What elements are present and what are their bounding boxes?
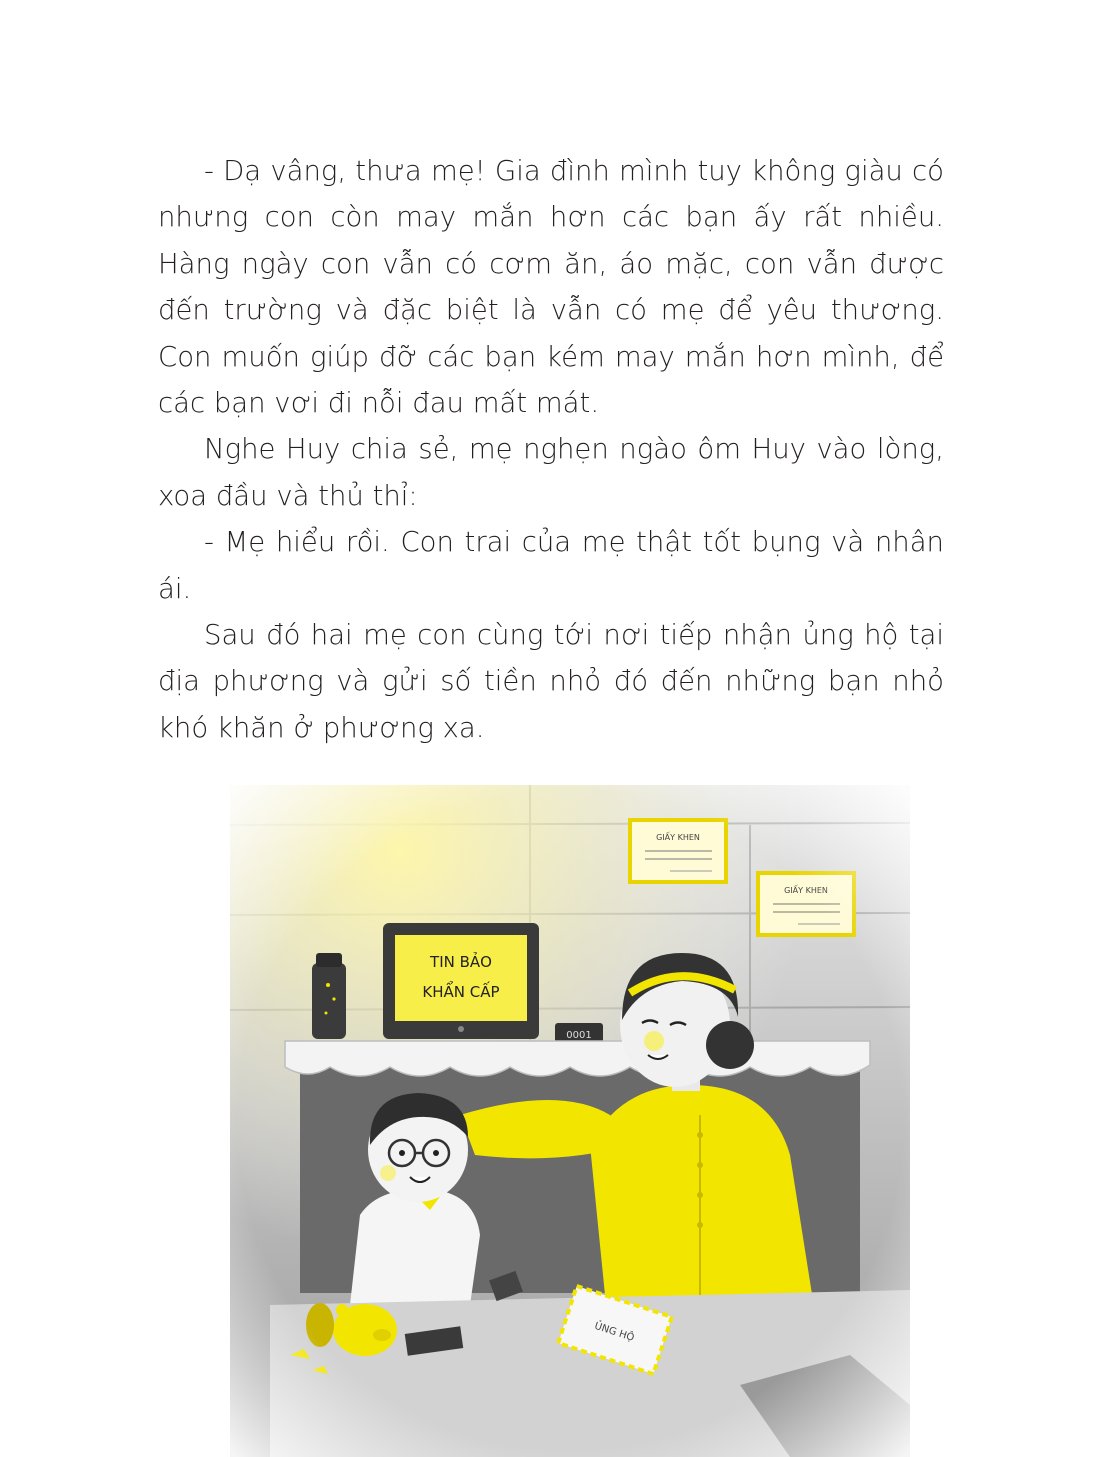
paragraph-dialogue-mother: - Mẹ hiểu rồi. Con trai của mẹ thật tốt bụng và nhân ái. bbox=[158, 526, 944, 605]
paragraph-dialogue-huy: - Dạ vâng, thưa mẹ! Gia đình mình tuy không giàu có nhưng con còn may mắn hơn các bạn ấy rất nhiều. Hàng ngày con vẫn có cơm ăn, áo mặc, con vẫn được đến trường và đặc biệt là vẫn có mẹ để yêu thương. Con muốn giúp đỡ các bạn kém may mắn hơn mình, để các bạn vơi đi nỗi đau mất mát. bbox=[158, 155, 944, 420]
story-illustration bbox=[230, 785, 910, 1457]
illustration-scene bbox=[230, 785, 910, 1457]
paragraph-narration-hug: Nghe Huy chia sẻ, mẹ nghẹn ngào ôm Huy vào lòng, xoa đầu và thủ thỉ: bbox=[158, 433, 944, 512]
paragraph-narration-donation: Sau đó hai mẹ con cùng tới nơi tiếp nhận ủng hộ tại địa phương và gửi số tiền nhỏ đó đến những bạn nhỏ khó khăn ở phương xa. bbox=[158, 619, 944, 744]
vignette bbox=[230, 785, 910, 1457]
story-text bbox=[158, 148, 944, 751]
